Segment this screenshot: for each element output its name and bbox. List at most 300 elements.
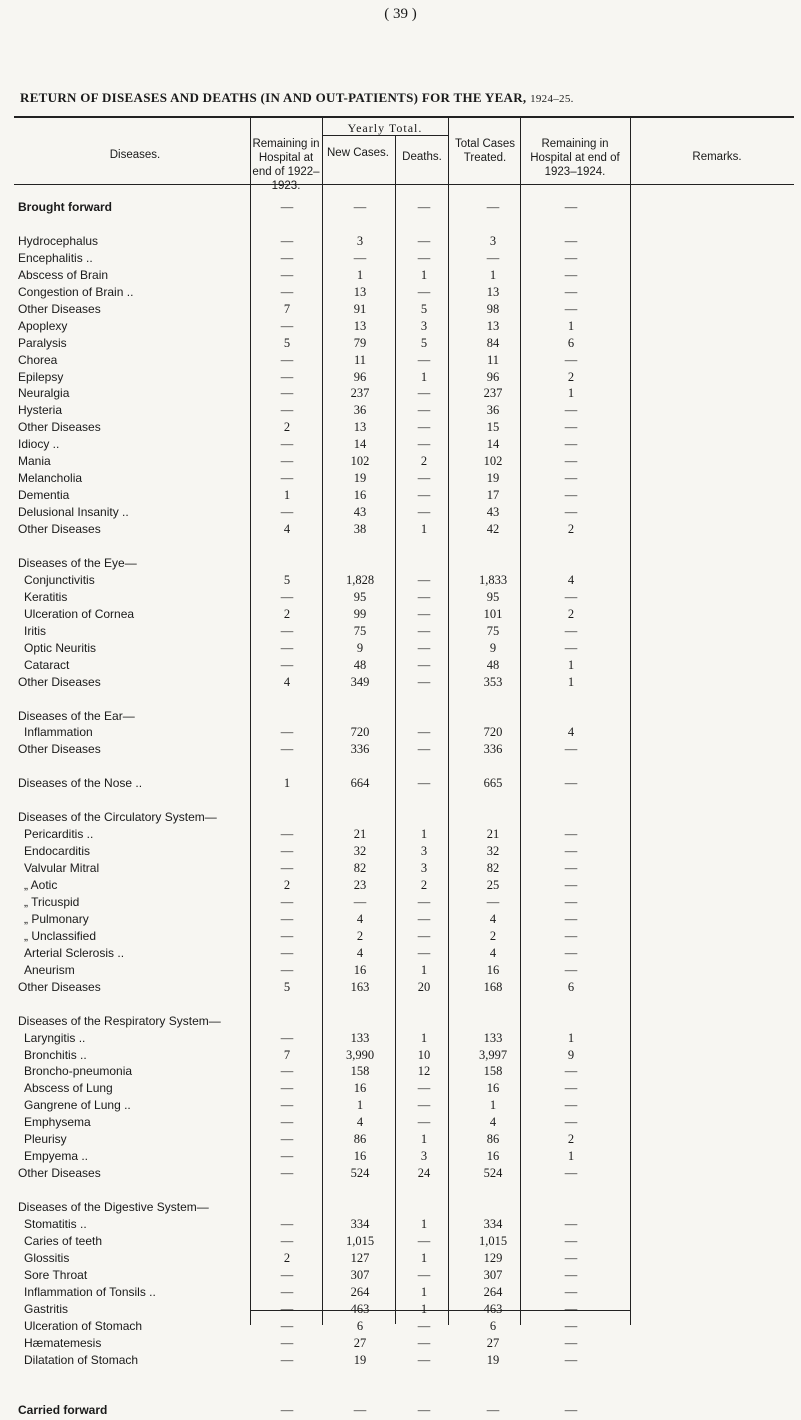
- table-row: [0, 251, 801, 268]
- remaining-end-cell: —: [564, 1267, 578, 1282]
- deaths-cell: —: [417, 488, 431, 503]
- new-cases-cell: 334: [350, 1217, 370, 1231]
- deaths-cell: —: [417, 623, 431, 638]
- table-row: [0, 420, 801, 437]
- table-row: [0, 1319, 801, 1336]
- table-row: [0, 1251, 801, 1268]
- table-row: [0, 742, 801, 759]
- new-cases-cell: 99: [353, 606, 367, 621]
- total-treated-cell: 4: [489, 911, 497, 926]
- table-row: [0, 437, 801, 454]
- new-cases-cell: 91: [353, 301, 367, 316]
- total-treated-cell: 1: [489, 267, 497, 282]
- table-row: [0, 946, 801, 963]
- table-row: [0, 268, 801, 285]
- new-cases-cell: 96: [353, 369, 367, 384]
- new-cases-cell: —: [353, 894, 367, 909]
- remaining-end-cell: 6: [567, 335, 575, 350]
- header-yearly-total: Yearly Total.: [347, 121, 423, 135]
- total-treated-cell: 3,997: [478, 1047, 508, 1062]
- disease-name: Valvular Mitral: [24, 861, 100, 876]
- total-treated-cell: 2: [489, 928, 497, 943]
- table-row: [0, 607, 801, 624]
- total-treated-cell: 16: [486, 962, 500, 977]
- new-cases-cell: 463: [350, 1301, 370, 1316]
- disease-name: Diseases of the Respiratory System—: [18, 1013, 221, 1028]
- remaining-start-cell: —: [280, 1115, 294, 1130]
- table-row: [0, 1302, 801, 1319]
- total-treated-cell: 6: [489, 1318, 497, 1333]
- remaining-end-cell: —: [564, 894, 578, 909]
- remaining-start-cell: —: [280, 352, 294, 367]
- remaining-start-cell: —: [280, 1403, 294, 1418]
- total-treated-cell: 43: [486, 505, 500, 520]
- remaining-start-cell: —: [280, 1132, 294, 1147]
- remaining-start-cell: —: [280, 1233, 294, 1248]
- disease-name: Idiocy ..: [18, 437, 60, 452]
- disease-name: Paralysis: [18, 335, 67, 350]
- deaths-cell: —: [417, 250, 431, 265]
- spacer-row: [0, 217, 801, 234]
- new-cases-cell: 14: [353, 437, 367, 452]
- remaining-end-cell: —: [564, 250, 578, 265]
- deaths-cell: —: [417, 928, 431, 943]
- table-row: [0, 319, 801, 336]
- remaining-end-cell: —: [564, 827, 578, 842]
- table-row: [0, 370, 801, 387]
- remaining-end-cell: —: [564, 505, 578, 520]
- new-cases-cell: —: [353, 250, 367, 265]
- total-treated-cell: 264: [483, 1284, 503, 1299]
- remaining-end-cell: —: [564, 640, 578, 655]
- remaining-start-cell: —: [280, 1352, 294, 1367]
- table-row: [0, 1081, 801, 1098]
- new-cases-cell: 19: [353, 471, 367, 486]
- header-new-cases: New Cases.: [327, 147, 389, 159]
- table-row: [0, 963, 801, 980]
- disease-name: Diseases of the Eye—: [18, 555, 137, 570]
- deaths-cell: —: [417, 674, 431, 689]
- total-treated-cell: 4: [489, 945, 497, 960]
- total-treated-cell: 98: [486, 301, 500, 316]
- remaining-end-cell: —: [564, 962, 578, 977]
- total-treated-cell: 15: [486, 420, 500, 435]
- new-cases-cell: 23: [353, 878, 367, 892]
- remaining-start-cell: —: [280, 386, 294, 401]
- deaths-cell: —: [417, 1318, 431, 1333]
- total-treated-cell: 9: [489, 640, 497, 655]
- new-cases-cell: 79: [353, 335, 367, 350]
- remaining-end-cell: —: [564, 623, 578, 638]
- table-row: [0, 471, 801, 488]
- new-cases-cell: 16: [353, 962, 367, 977]
- new-cases-cell: 336: [350, 742, 370, 757]
- disease-name: Diseases of the Nose ..: [18, 776, 143, 791]
- remaining-end-cell: —: [564, 301, 578, 316]
- spacer-row: [0, 793, 801, 810]
- total-treated-cell: 1,833: [478, 572, 508, 587]
- disease-name: Other Diseases: [18, 979, 101, 994]
- page-title: [20, 90, 790, 106]
- remaining-end-cell: 2: [567, 522, 575, 537]
- remaining-start-cell: —: [280, 1301, 294, 1316]
- remaining-end-cell: —: [564, 1115, 578, 1130]
- deaths-cell: —: [417, 725, 431, 740]
- table-row: [0, 861, 801, 878]
- deaths-cell: —: [417, 572, 431, 587]
- new-cases-cell: 349: [350, 674, 370, 689]
- new-cases-cell: 27: [353, 1335, 367, 1350]
- disease-name: Other Diseases: [18, 1166, 101, 1181]
- disease-name: Other Diseases: [18, 420, 101, 435]
- table-row: [0, 1132, 801, 1149]
- remaining-start-cell: 4: [283, 522, 291, 537]
- remaining-end-cell: —: [564, 1098, 578, 1113]
- deaths-cell: —: [417, 1115, 431, 1130]
- remaining-end-cell: —: [564, 403, 578, 418]
- table-row: [0, 403, 801, 420]
- remaining-end-cell: —: [564, 437, 578, 452]
- table-row: [0, 912, 801, 929]
- new-cases-cell: 32: [353, 844, 367, 859]
- remaining-end-cell: —: [564, 1335, 578, 1350]
- total-treated-cell: 334: [483, 1217, 503, 1231]
- total-treated-cell: 27: [486, 1335, 500, 1350]
- disease-name: Hæmatemesis: [24, 1335, 102, 1350]
- new-cases-cell: 4: [356, 911, 364, 926]
- new-cases-cell: 9: [356, 640, 364, 655]
- total-treated-cell: 84: [486, 335, 500, 350]
- table-row: [0, 1403, 801, 1420]
- table-row: [0, 1031, 801, 1048]
- section-heading-row: [0, 1014, 801, 1031]
- table-row: [0, 1166, 801, 1183]
- remaining-start-cell: —: [280, 318, 294, 333]
- deaths-cell: 1: [420, 962, 428, 977]
- deaths-cell: —: [417, 1267, 431, 1282]
- remaining-start-cell: —: [280, 1166, 294, 1181]
- remaining-end-cell: —: [564, 420, 578, 435]
- table-row: [0, 488, 801, 505]
- remaining-start-cell: 7: [283, 1047, 291, 1062]
- new-cases-cell: 16: [353, 1081, 367, 1096]
- deaths-cell: —: [417, 386, 431, 401]
- remaining-end-cell: —: [564, 284, 578, 299]
- deaths-cell: —: [417, 1081, 431, 1096]
- remaining-end-cell: —: [564, 878, 578, 892]
- total-treated-cell: 1,015: [478, 1233, 508, 1248]
- remaining-end-cell: —: [564, 1250, 578, 1265]
- table-row: [0, 1353, 801, 1370]
- total-treated-cell: 129: [483, 1250, 503, 1265]
- remaining-start-cell: —: [280, 1267, 294, 1282]
- disease-name: Optic Neuritis: [24, 640, 97, 655]
- deaths-cell: —: [417, 1233, 431, 1248]
- remaining-start-cell: —: [280, 505, 294, 520]
- deaths-cell: 3: [420, 861, 428, 876]
- deaths-cell: —: [417, 284, 431, 299]
- new-cases-cell: 13: [353, 284, 367, 299]
- remaining-start-cell: —: [280, 911, 294, 926]
- remaining-end-cell: —: [564, 488, 578, 503]
- deaths-cell: —: [417, 911, 431, 926]
- remaining-start-cell: 2: [283, 878, 291, 892]
- disease-name: Dementia: [18, 488, 70, 503]
- new-cases-cell: 524: [350, 1166, 370, 1181]
- table-row: [0, 895, 801, 912]
- new-cases-cell: 127: [350, 1250, 370, 1265]
- header-top-rule: [14, 116, 794, 118]
- total-treated-cell: 1: [489, 1098, 497, 1113]
- disease-name: Sore Throat: [24, 1267, 88, 1282]
- remaining-end-cell: 4: [567, 572, 575, 587]
- deaths-cell: —: [417, 233, 431, 248]
- remaining-end-cell: —: [564, 776, 578, 791]
- remaining-start-cell: —: [280, 471, 294, 486]
- new-cases-cell: 48: [353, 657, 367, 672]
- deaths-cell: 3: [420, 844, 428, 859]
- total-treated-cell: 353: [483, 674, 503, 689]
- new-cases-cell: 11: [353, 352, 367, 367]
- remaining-start-cell: —: [280, 284, 294, 299]
- header-bottom-rule: [14, 184, 794, 185]
- remaining-end-cell: —: [564, 1166, 578, 1181]
- deaths-cell: 24: [417, 1166, 431, 1181]
- total-treated-cell: 86: [486, 1132, 500, 1147]
- disease-name: Conjunctivitis: [24, 572, 95, 587]
- header-total-treated: Total Cases Treated.: [454, 138, 516, 164]
- disease-name: Diseases of the Ear—: [18, 708, 135, 723]
- remaining-end-cell: —: [564, 1081, 578, 1096]
- table-row: [0, 827, 801, 844]
- deaths-cell: 3: [420, 1149, 428, 1164]
- disease-name: Caries of teeth: [24, 1233, 103, 1248]
- new-cases-cell: 720: [350, 725, 370, 740]
- header-remaining-start: Remaining in Hospital at end of 1922–1923.: [252, 138, 320, 192]
- table-row: [0, 1149, 801, 1166]
- new-cases-cell: —: [353, 1403, 367, 1418]
- table-row: [0, 844, 801, 861]
- disease-name: Hydrocephalus: [18, 233, 99, 248]
- total-treated-cell: 95: [486, 589, 500, 604]
- disease-name: Encephalitis ..: [18, 250, 93, 265]
- remaining-end-cell: 2: [567, 606, 575, 621]
- table-row: [0, 522, 801, 539]
- new-cases-cell: 664: [350, 776, 370, 791]
- header-diseases: Diseases.: [109, 149, 161, 161]
- title-year: 1924–25.: [530, 93, 574, 105]
- new-cases-cell: 4: [356, 945, 364, 960]
- total-treated-cell: 25: [486, 878, 500, 892]
- disease-name: Congestion of Brain ..: [18, 284, 134, 299]
- new-cases-cell: 133: [350, 1030, 370, 1045]
- new-cases-cell: 307: [350, 1267, 370, 1282]
- deaths-cell: —: [417, 894, 431, 909]
- total-treated-cell: —: [486, 250, 500, 265]
- total-treated-cell: 168: [483, 979, 503, 994]
- total-treated-cell: 36: [486, 403, 500, 418]
- remaining-start-cell: —: [280, 945, 294, 960]
- disease-name: Hysteria: [18, 403, 63, 418]
- remaining-end-cell: 1: [567, 318, 575, 333]
- disease-name: Empyema ..: [24, 1149, 89, 1164]
- table-row: [0, 1217, 801, 1234]
- remaining-start-cell: —: [280, 657, 294, 672]
- disease-name: Pericarditis ..: [24, 827, 94, 842]
- table-row: [0, 725, 801, 742]
- new-cases-cell: 13: [353, 420, 367, 435]
- section-heading-row: [0, 709, 801, 726]
- deaths-cell: 3: [420, 318, 428, 333]
- disease-name: Abscess of Lung: [24, 1081, 113, 1096]
- remaining-end-cell: —: [564, 471, 578, 486]
- remaining-end-cell: 1: [567, 1149, 575, 1164]
- disease-name: Ulceration of Stomach: [24, 1318, 143, 1333]
- remaining-end-cell: —: [564, 589, 578, 604]
- table-row: [0, 386, 801, 403]
- total-treated-cell: 307: [483, 1267, 503, 1282]
- total-treated-cell: 463: [483, 1301, 503, 1316]
- deaths-cell: —: [417, 352, 431, 367]
- remaining-start-cell: 5: [283, 572, 291, 587]
- remaining-start-cell: —: [280, 844, 294, 859]
- new-cases-cell: 43: [353, 505, 367, 520]
- deaths-cell: —: [417, 657, 431, 672]
- remaining-end-cell: —: [564, 1217, 578, 1231]
- remaining-end-cell: —: [564, 1301, 578, 1316]
- disease-name: Laryngitis ..: [24, 1030, 86, 1045]
- deaths-cell: 5: [420, 335, 428, 350]
- deaths-cell: 1: [420, 267, 428, 282]
- new-cases-cell: 102: [350, 454, 370, 469]
- new-cases-cell: 2: [356, 928, 364, 943]
- new-cases-cell: 16: [353, 1149, 367, 1164]
- new-cases-cell: 163: [350, 979, 370, 994]
- remaining-start-cell: 1: [283, 488, 291, 503]
- total-treated-cell: 75: [486, 623, 500, 638]
- spacer-row: [0, 539, 801, 556]
- total-treated-cell: 42: [486, 522, 500, 537]
- new-cases-cell: 21: [353, 827, 367, 842]
- new-cases-cell: 3: [356, 233, 364, 248]
- table-row: [0, 980, 801, 997]
- remaining-end-cell: 6: [567, 979, 575, 994]
- remaining-start-cell: —: [280, 861, 294, 876]
- new-cases-cell: 3,990: [345, 1047, 375, 1062]
- table-row: [0, 353, 801, 370]
- disease-name: Epilepsy: [18, 369, 64, 384]
- disease-name: Diseases of the Digestive System—: [18, 1200, 209, 1215]
- deaths-cell: —: [417, 640, 431, 655]
- total-treated-cell: 11: [486, 352, 500, 367]
- total-treated-cell: 13: [486, 318, 500, 333]
- remaining-start-cell: —: [280, 369, 294, 384]
- deaths-cell: —: [417, 606, 431, 621]
- deaths-cell: 1: [420, 1284, 428, 1299]
- remaining-start-cell: —: [280, 250, 294, 265]
- total-treated-cell: 336: [483, 742, 503, 757]
- new-cases-cell: 13: [353, 318, 367, 333]
- deaths-cell: 1: [420, 1250, 428, 1265]
- remaining-end-cell: —: [564, 233, 578, 248]
- deaths-cell: —: [417, 945, 431, 960]
- deaths-cell: 1: [420, 827, 428, 842]
- section-heading-row: [0, 1200, 801, 1217]
- section-heading-row: [0, 556, 801, 573]
- disease-name: Iritis: [24, 623, 46, 638]
- remaining-start-cell: —: [280, 623, 294, 638]
- total-treated-cell: 665: [483, 776, 503, 791]
- deaths-cell: —: [417, 200, 431, 214]
- total-treated-cell: 96: [486, 369, 500, 384]
- deaths-cell: 1: [420, 1030, 428, 1045]
- disease-name: Cataract: [24, 657, 70, 672]
- new-cases-cell: 6: [356, 1318, 364, 1333]
- remaining-end-cell: —: [564, 742, 578, 757]
- remaining-start-cell: —: [280, 1064, 294, 1079]
- remaining-start-cell: —: [280, 1030, 294, 1045]
- deaths-cell: —: [417, 403, 431, 418]
- table-row: [0, 776, 801, 793]
- remaining-end-cell: 2: [567, 369, 575, 384]
- new-cases-cell: 82: [353, 861, 367, 876]
- remaining-start-cell: —: [280, 233, 294, 248]
- remaining-start-cell: —: [280, 454, 294, 469]
- table-row: [0, 658, 801, 675]
- table-row: [0, 1098, 801, 1115]
- remaining-end-cell: —: [564, 454, 578, 469]
- total-treated-cell: 82: [486, 861, 500, 876]
- title-text: RETURN OF DISEASES AND DEATHS (IN AND OUT-PATIENTS) FOR THE YEAR,: [20, 90, 527, 105]
- table-row: [0, 573, 801, 590]
- remaining-end-cell: —: [564, 352, 578, 367]
- disease-name: Gastritis: [24, 1301, 69, 1316]
- disease-name: „ Pulmonary: [24, 911, 89, 926]
- total-treated-cell: 3: [489, 233, 497, 248]
- table-row: [0, 929, 801, 946]
- spacer-row: [0, 997, 801, 1014]
- remaining-end-cell: —: [564, 1284, 578, 1299]
- new-cases-cell: 237: [350, 386, 370, 401]
- disease-name: Bronchitis ..: [24, 1047, 87, 1062]
- total-treated-cell: 19: [486, 1352, 500, 1367]
- remaining-end-cell: —: [564, 945, 578, 960]
- disease-name: Mania: [18, 454, 51, 469]
- new-cases-cell: 38: [353, 522, 367, 537]
- remaining-start-cell: —: [280, 928, 294, 943]
- table-row: [0, 878, 801, 895]
- remaining-end-cell: 1: [567, 657, 575, 672]
- remaining-start-cell: 5: [283, 335, 291, 350]
- deaths-cell: 2: [420, 454, 428, 469]
- remaining-start-cell: 5: [283, 979, 291, 994]
- disease-name: „ Tricuspid: [24, 894, 80, 909]
- deaths-cell: —: [417, 1098, 431, 1113]
- deaths-cell: 1: [420, 522, 428, 537]
- deaths-cell: —: [417, 589, 431, 604]
- disease-name: Chorea: [18, 352, 58, 367]
- total-treated-cell: —: [486, 894, 500, 909]
- remaining-end-cell: 9: [567, 1047, 575, 1062]
- disease-name: Dilatation of Stomach: [24, 1352, 139, 1367]
- remaining-start-cell: —: [280, 200, 294, 214]
- disease-name: Emphysema: [24, 1115, 91, 1130]
- remaining-start-cell: —: [280, 1149, 294, 1164]
- disease-name: Gangrene of Lung ..: [24, 1098, 131, 1113]
- deaths-cell: —: [417, 505, 431, 520]
- disease-name: Keratitis: [24, 589, 68, 604]
- disease-name: Broncho-pneumonia: [24, 1064, 133, 1079]
